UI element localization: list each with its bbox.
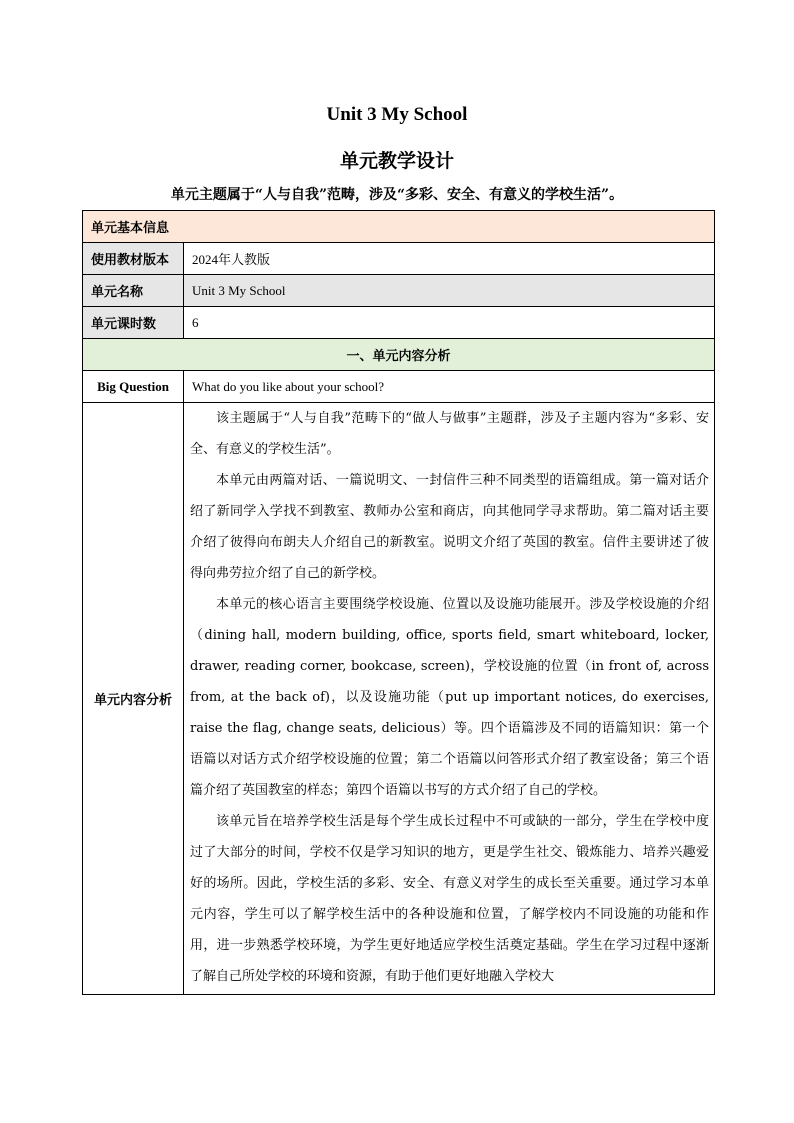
unit-name-value: Unit 3 My School	[184, 275, 715, 307]
analysis-paragraph: 本单元的核心语言主要围绕学校设施、位置以及设施功能展开。涉及学校设施的介绍（dining hall, modern building, office, sports field, smart whiteboard, locker, drawer, reading corner, bookcase, screen)，学校设施的位置（in front of, across from, at the back of)，以及设施功能（put up important notices, do exercises, raise the flag, change seats, delicious）等。四个语篇涉及不同的语篇知识：第一个语篇以对话方式介绍学校设施的位置；第二个语篇以问答形式介绍了教室设备；第三个语篇介绍了英国教室的样态；第四个语篇以书写的方式介绍了自己的学校。	[190, 597, 709, 798]
theme-statement: 单元主题属于“人与自我”范畴，涉及“多彩、安全、有意义的学校生活”。	[170, 187, 624, 203]
table-row	[83, 307, 715, 339]
unit-design-table	[82, 210, 715, 995]
analysis-paragraph: 该单元旨在培养学校生活是每个学生成长过程中不可或缺的一部分，学生在学校中度过了大部分的时间，学校不仅是学习知识的地方，更是学生社交、锻炼能力、培养兴趣爱好的场所。因此，学校生活的多彩、安全、有意义对学生的成长至关重要。通过学习本单元内容，学生可以了解学校生活中的各种设施和位置，了解学校内不同设施的功能和作用，进一步熟悉学校环境，为学生更好地适应学校生活奠定基础。学生在学习过程中逐渐了解自己所处学校的环境和资源，有助于他们更好地融入学校大	[190, 814, 709, 984]
analysis-label: 单元内容分析	[83, 403, 184, 995]
big-question-label: Big Question	[83, 371, 184, 403]
textbook-version-value: 2024年人教版	[184, 243, 715, 275]
section-row	[83, 339, 715, 371]
table-row	[83, 371, 715, 403]
document-title: Unit 3 My School	[326, 104, 468, 125]
table-row	[83, 275, 715, 307]
section-one-heading: 一、单元内容分析	[83, 339, 715, 371]
unit-name-label: 单元名称	[83, 275, 184, 307]
big-question-value: What do you like about your school?	[184, 371, 715, 403]
textbook-version-label: 使用教材版本	[83, 243, 184, 275]
analysis-paragraph: 本单元由两篇对话、一篇说明文、一封信件三种不同类型的语篇组成。第一篇对话介绍了新同学入学找不到教室、教师办公室和商店，向其他同学寻求帮助。第二篇对话主要介绍了彼得向布朗夫人介绍自己的新教室。说明文介绍了英国的教室。信件主要讲述了彼得向弗劳拉介绍了自己的新学校。	[190, 473, 709, 581]
basic-info-header: 单元基本信息	[83, 211, 715, 243]
basic-info-header-row	[83, 211, 715, 243]
lesson-count-value: 6	[184, 307, 715, 339]
analysis-paragraph: 该主题属于“人与自我”范畴下的“做人与做事”主题群，涉及子主题内容为“多彩、安全、有意义的学校生活”。	[190, 411, 709, 457]
analysis-row	[83, 403, 715, 995]
document-subtitle: 单元教学设计	[339, 151, 454, 172]
lesson-count-label: 单元课时数	[83, 307, 184, 339]
analysis-content	[184, 403, 715, 995]
table-row	[83, 243, 715, 275]
